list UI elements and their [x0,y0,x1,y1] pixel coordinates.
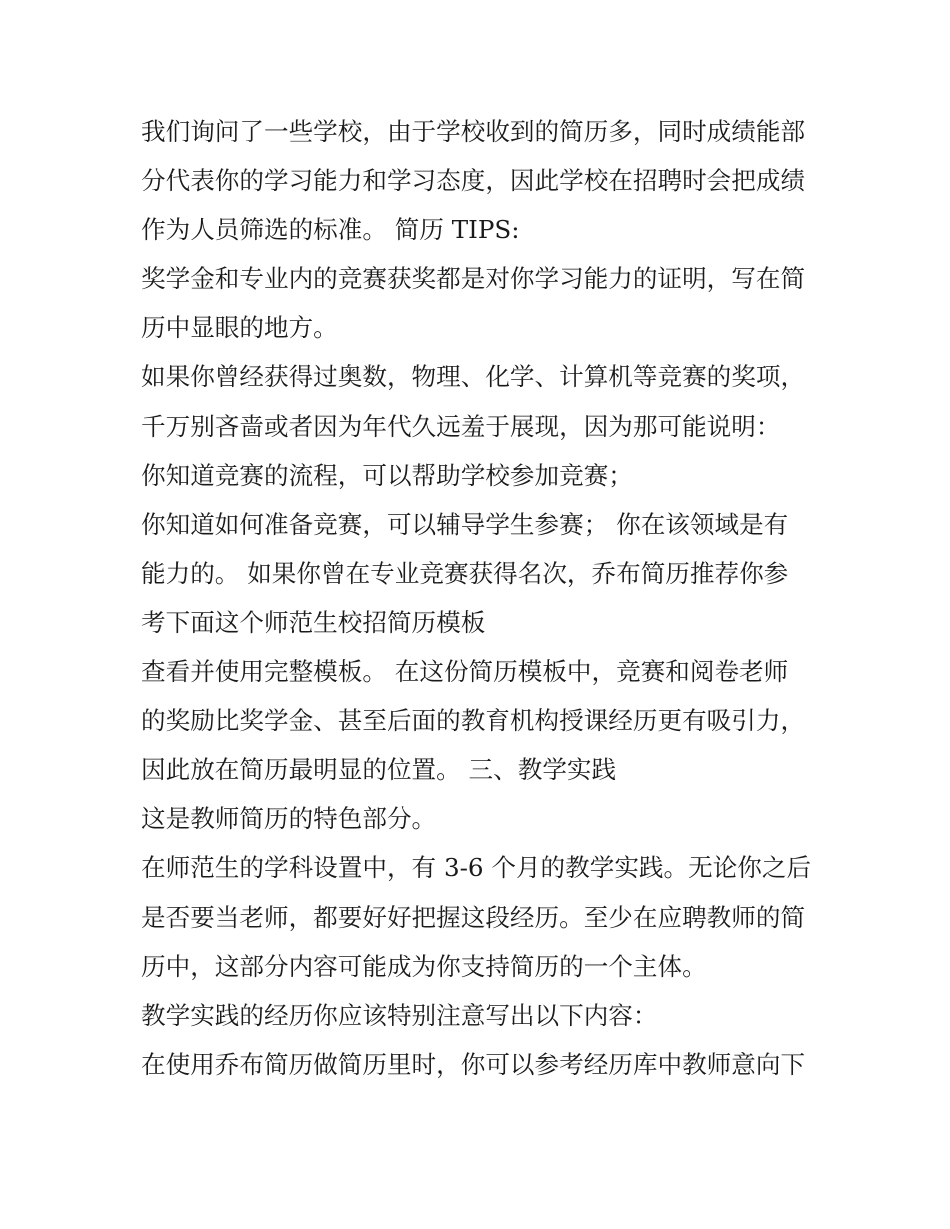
text-line: 历中显眼的地方。 [141,313,338,343]
text-line: 我们询问了一些学校，由于学校收到的简历多，同时成绩能部 [141,117,806,146]
text-line: 是否要当老师，都要好好把握这段经历。至少在应聘教师的简 [141,902,806,932]
text-line: 作为人员筛选的标准。 简历 TIPS: [141,215,520,245]
text-line: 你知道如何准备竞赛，可以辅导学生参赛； 你在该领域是有 [141,509,789,539]
text-line: 在师范生的学科设置中，有 3-6 个月的教学实践。无论你之后 [141,853,812,883]
text-line: 查看并使用完整模板。 在这份简历模板中，竞赛和阅卷老师 [141,657,789,687]
text-line: 这是教师简历的特色部分。 [141,804,437,834]
document-body [141,107,813,1089]
text-line: 的奖励比奖学金、甚至后面的教育机构授课经历更有吸引力， [141,706,806,736]
text-line: 因此放在简历最明显的位置。 三、教学实践 [141,755,617,785]
text-line: 你知道竞赛的流程，可以帮助学校参加竞赛； [141,460,633,490]
text-line: 千万别吝啬或者因为年代久远羞于展现，因为那可能说明： [141,411,781,441]
text-line: 分代表你的学习能力和学习态度，因此学校在招聘时会把成绩 [141,166,806,196]
text-line: 考下面这个师范生校招简历模板 [141,607,486,637]
text-line: 教学实践的经历你应该特别注意写出以下内容： [141,1000,658,1030]
text-line: 历中，这部分内容可能成为你支持简历的一个主体。 [141,951,707,981]
text-line: 奖学金和专业内的竞赛获奖都是对你学习能力的证明，写在简 [141,264,806,294]
text-line: 如果你曾经获得过奥数，物理、化学、计算机等竞赛的奖项， [141,362,806,392]
text-line: 在使用乔布简历做简历里时，你可以参考经历库中教师意向下 [141,1049,806,1079]
text-line: 能力的。 如果你曾在专业竞赛获得名次，乔布简历推荐你参 [141,558,789,588]
